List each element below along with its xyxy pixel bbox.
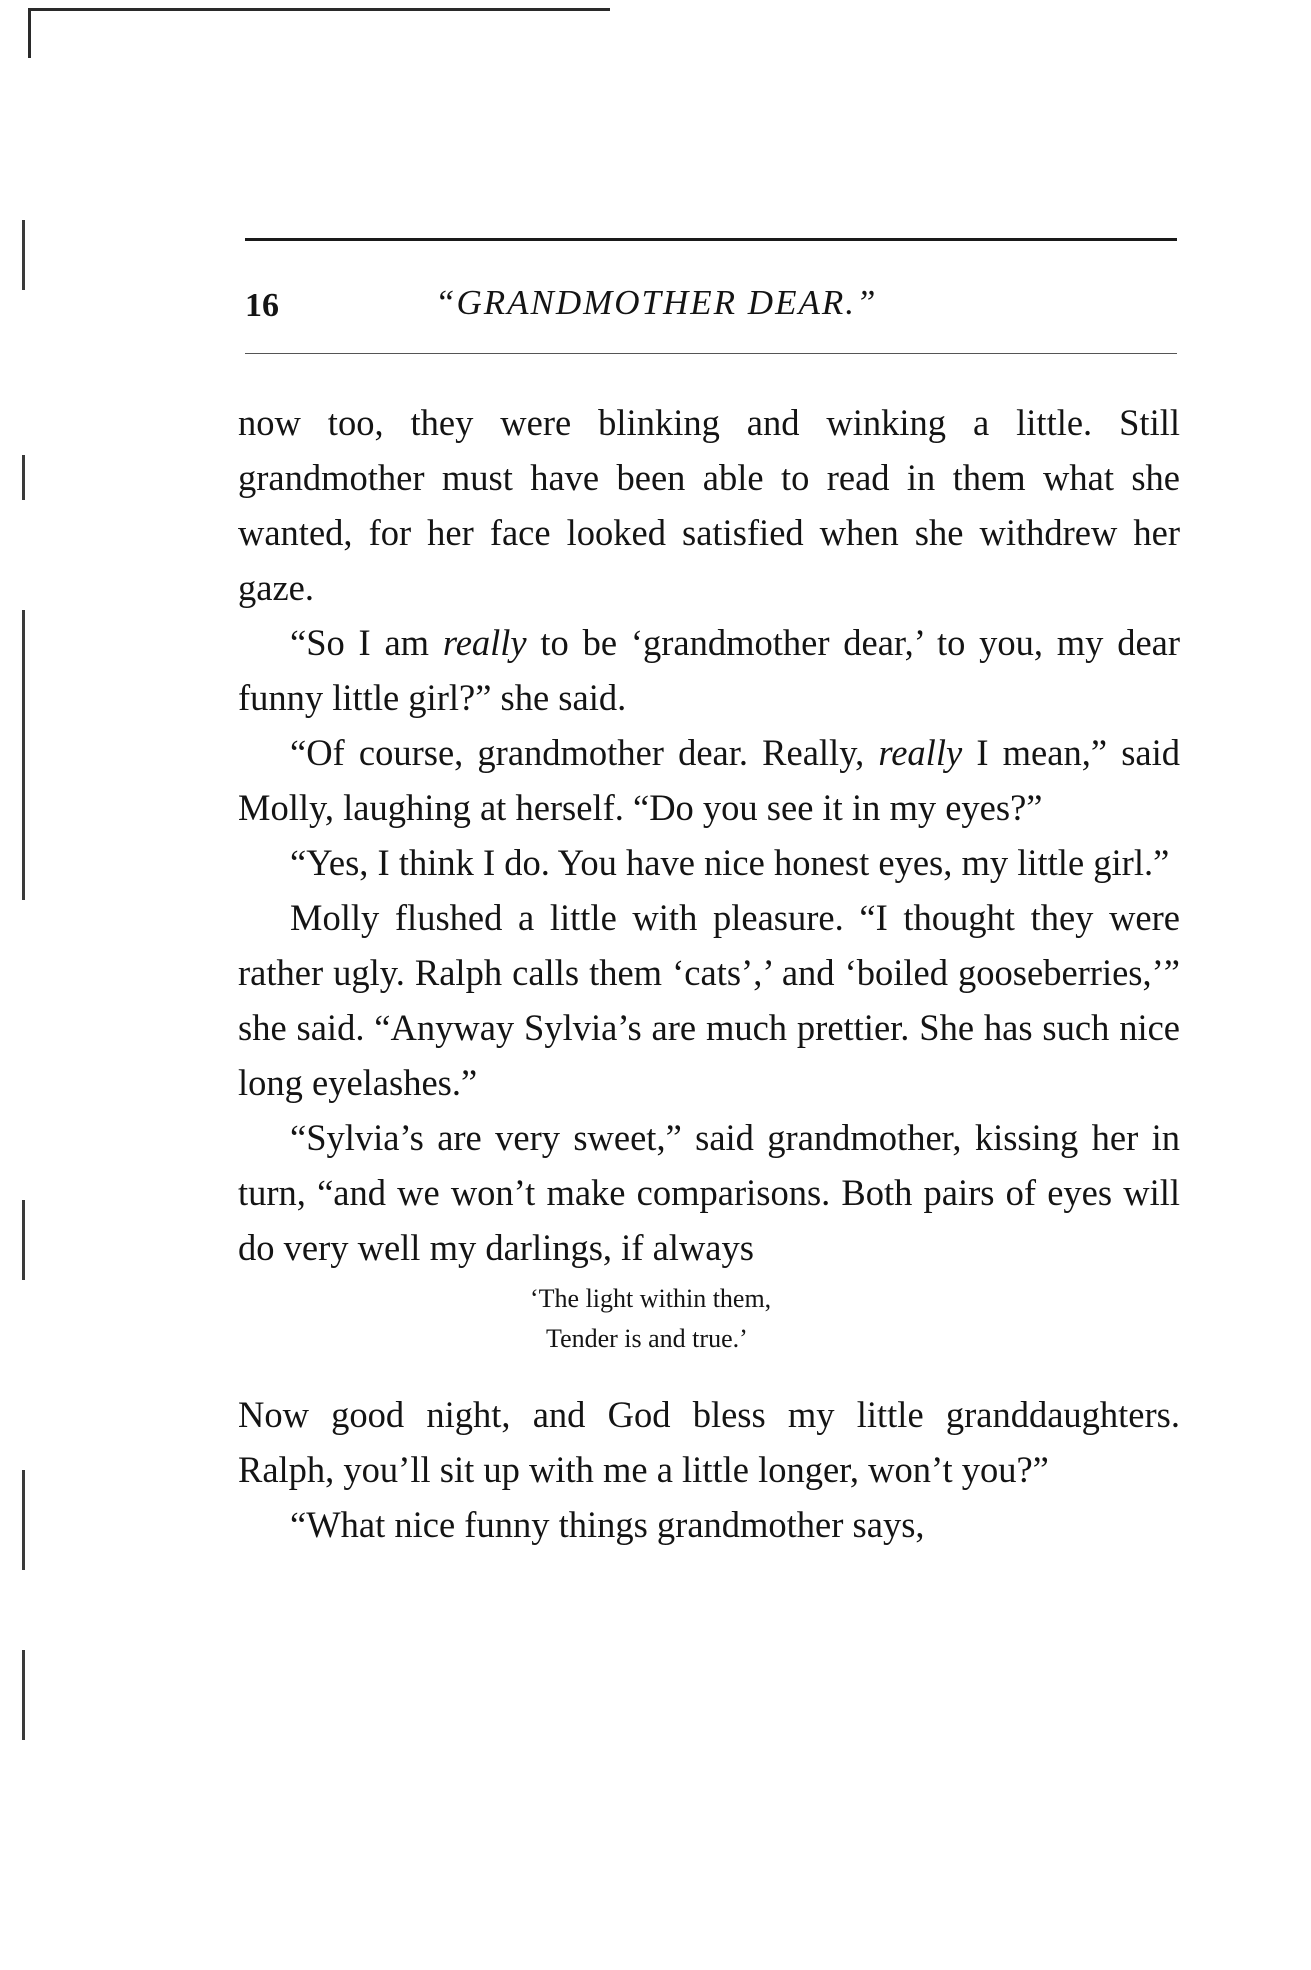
margin-scan-mark	[22, 1650, 25, 1740]
paragraph: “Sylvia’s are very sweet,” said grandmother, kissing her in turn, “and we won’t make comparisons. Both pairs of eyes will do very well my darlings, if always	[238, 1117, 1180, 1268]
header-rule	[245, 238, 1177, 241]
poem-quote	[238, 1279, 1180, 1359]
paragraph: “What nice funny things grandmother says,	[290, 1504, 925, 1545]
margin-scan-mark	[22, 610, 25, 900]
scan-edge-top	[30, 8, 610, 11]
book-title: “GRANDMOTHER DEAR.”	[435, 283, 878, 322]
margin-scan-mark	[22, 455, 25, 500]
scan-edge-left	[28, 8, 31, 58]
paragraph-text: to be ‘grandmother dear,’ to you, my dear funny little girl?” she said.	[238, 622, 1180, 718]
paragraph	[238, 615, 1180, 725]
paragraph-text: “Of course, grandmother dear. Really,	[290, 732, 879, 773]
running-head	[245, 283, 1177, 333]
emphasis: really	[878, 732, 963, 773]
paragraph: now too, they were blinking and winking a little. Still grandmother must have been able to read in them what she wanted, for her face looked satisfied when she withdrew her gaze.	[238, 402, 1180, 608]
body-text	[238, 395, 1180, 1552]
page-number: 16	[245, 287, 279, 324]
paragraph-text: “So I am	[290, 622, 443, 663]
emphasis: really	[442, 622, 527, 663]
margin-scan-mark	[22, 1200, 25, 1280]
header-underline	[245, 353, 1177, 354]
margin-scan-mark	[22, 1470, 25, 1570]
paragraph	[238, 725, 1180, 835]
margin-scan-mark	[22, 220, 25, 290]
paragraph: Molly flushed a little with pleasure. “I thought they were rather ugly. Ralph calls them ‘cats’,’ and ‘boiled gooseberries,’” she said. “Anyway Sylvia’s are much prettier. She has such nice long eyelashes.”	[238, 897, 1180, 1103]
poem-line: Tender is and true.’	[546, 1324, 748, 1353]
paragraph: Now good night, and God bless my little granddaughters. Ralph, you’ll sit up with me a little longer, won’t you?”	[238, 1394, 1180, 1490]
poem-line: ‘The light within them,	[530, 1284, 772, 1313]
paragraph-text: I mean,” said Molly, laughing at herself. “Do you see it in my eyes?”	[238, 732, 1180, 828]
paragraph: “Yes, I think I do. You have nice honest eyes, my little girl.”	[290, 842, 1170, 883]
